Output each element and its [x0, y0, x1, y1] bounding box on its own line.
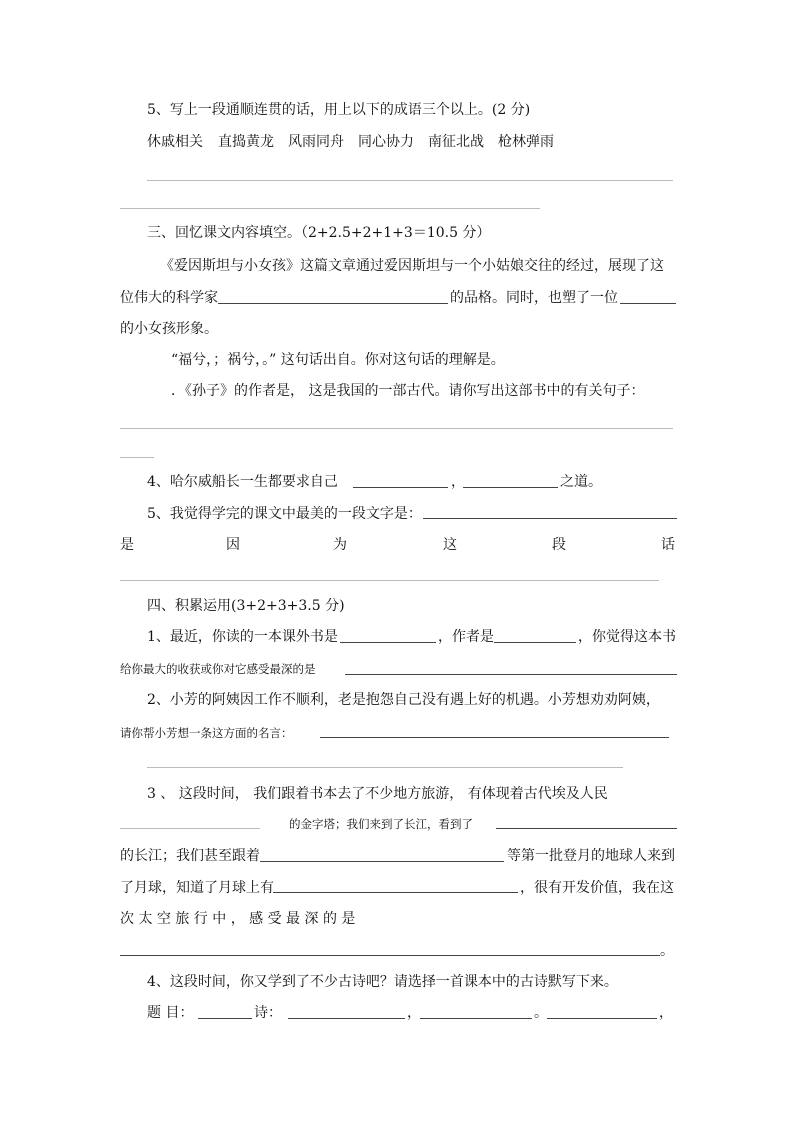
- blank-line[interactable]: [273, 892, 518, 893]
- idiom: 枪林弹雨: [498, 134, 554, 150]
- idiom: 直捣黄龙: [218, 134, 274, 150]
- s4-q3f: 。: [660, 943, 674, 959]
- blank-line[interactable]: [340, 642, 436, 643]
- blank-line[interactable]: [120, 955, 660, 956]
- blank-line[interactable]: [463, 487, 558, 488]
- poem-title-blank[interactable]: [198, 1018, 252, 1019]
- blank-line[interactable]: [620, 303, 676, 304]
- idiom: 南征北战: [428, 134, 484, 150]
- idiom: 同心协力: [358, 134, 414, 150]
- answer-line[interactable]: [120, 428, 673, 429]
- s3-q4a: 4、哈尔威船长一生都要求自己: [147, 474, 338, 490]
- s4-q3b: 的金字塔；我们来到了长江，看到了: [289, 817, 473, 831]
- answer-line[interactable]: [147, 767, 623, 768]
- poem-line-blank[interactable]: [288, 1018, 405, 1019]
- s3-q4c: 之道。: [560, 474, 602, 490]
- blank-line[interactable]: [218, 303, 448, 304]
- idiom: 休戚相关: [147, 134, 203, 150]
- section4-title: 四、积累运用(3+2+3+3.5 分): [147, 598, 345, 614]
- s4-q3a: 3 、 这段时间， 我们跟着书本去了不少地方旅游， 有体现着古代埃及人民: [147, 786, 608, 802]
- blank-line[interactable]: [345, 674, 677, 675]
- blank-line[interactable]: [320, 737, 669, 738]
- blank-line[interactable]: [260, 861, 504, 862]
- s4-q4: 4、这段时间，你又学到了不少古诗吧？请选择一首课本中的古诗默写下来。: [147, 974, 618, 990]
- blank-line[interactable]: [353, 487, 448, 488]
- char: 话: [661, 537, 675, 553]
- s4-q1c: ，你觉得这本书: [578, 629, 676, 645]
- s4-q3c2: 等第一批登月的地球人来到: [507, 848, 675, 864]
- s4-q1d: 给你最大的收获或你对它感受最深的是: [120, 662, 316, 676]
- q5-prompt: 5、写上一段通顺连贯的话，用上以下的成语三个以上。(2 分): [147, 102, 531, 118]
- s4-q3e: 次 太 空 旅 行 中 ， 感 受 最 深 的 是: [120, 911, 356, 927]
- answer-line[interactable]: [120, 828, 260, 829]
- s4-q3d1: 了月球，知道了月球上有: [120, 880, 274, 896]
- idiom: 风雨同舟: [288, 134, 344, 150]
- s3-q3: ．《孙子》的作者是， 这是我国的一部古代。请你写出这部书中的有关句子：: [171, 383, 645, 399]
- s4-q4-title-label: 题 目：: [147, 1005, 194, 1021]
- punct: 。: [534, 1005, 548, 1021]
- s3-q1-line2a: 位伟大的科学家: [120, 290, 218, 306]
- s4-q2a: 2、小芳的阿姨因工作不顺利，老是抱怨自己没有遇上好的机遇。小芳想劝劝阿姨，: [147, 692, 660, 708]
- char: 为: [333, 537, 347, 553]
- s3-q1-line3: 的小女孩形象。: [120, 321, 218, 337]
- answer-line[interactable]: [120, 208, 540, 209]
- char: 是: [120, 537, 134, 553]
- answer-line[interactable]: [120, 457, 154, 458]
- s3-q2: “福兮，；祸兮，。” 这句话出自。你对这句话的理解是。: [171, 352, 505, 368]
- s3-q5: 5、我觉得学完的课文中最美的一段文字是：: [147, 506, 422, 522]
- s3-q1-line2b: 的品格。同时，也塑了一位: [450, 290, 618, 306]
- s3-q4b: ，: [451, 474, 465, 490]
- punct: ，: [659, 1005, 673, 1021]
- blank-line[interactable]: [496, 828, 677, 829]
- blank-line[interactable]: [423, 518, 677, 519]
- s4-q1a: 1、最近，你读的一本课外书是: [147, 629, 338, 645]
- s3-q1-line1: 《爱因斯坦与小女孩》这篇文章通过爱因斯坦与一个小姑娘交往的经过，展现了这: [160, 258, 664, 274]
- s4-q3d2: ，很有开发价值，我在这: [520, 880, 674, 896]
- poem-line-blank[interactable]: [547, 1018, 657, 1019]
- char: 这: [443, 537, 457, 553]
- poem-line-blank[interactable]: [420, 1018, 532, 1019]
- s4-q1b: ，作者是: [438, 629, 494, 645]
- char: 段: [552, 537, 566, 553]
- blank-line[interactable]: [494, 642, 576, 643]
- punct: ，: [407, 1005, 421, 1021]
- char: 因: [226, 537, 240, 553]
- s4-q4-poem-label: 诗：: [254, 1005, 282, 1021]
- section3-title: 三、回忆课文内容填空。（2+2.5+2+1+3＝10.5 分）: [147, 225, 491, 241]
- answer-line[interactable]: [147, 180, 673, 181]
- answer-line[interactable]: [120, 580, 659, 581]
- s4-q3c1: 的长江；我们甚至跟着: [120, 848, 260, 864]
- s4-q2b: 请你帮小芳想一条这方面的名言：: [120, 726, 293, 740]
